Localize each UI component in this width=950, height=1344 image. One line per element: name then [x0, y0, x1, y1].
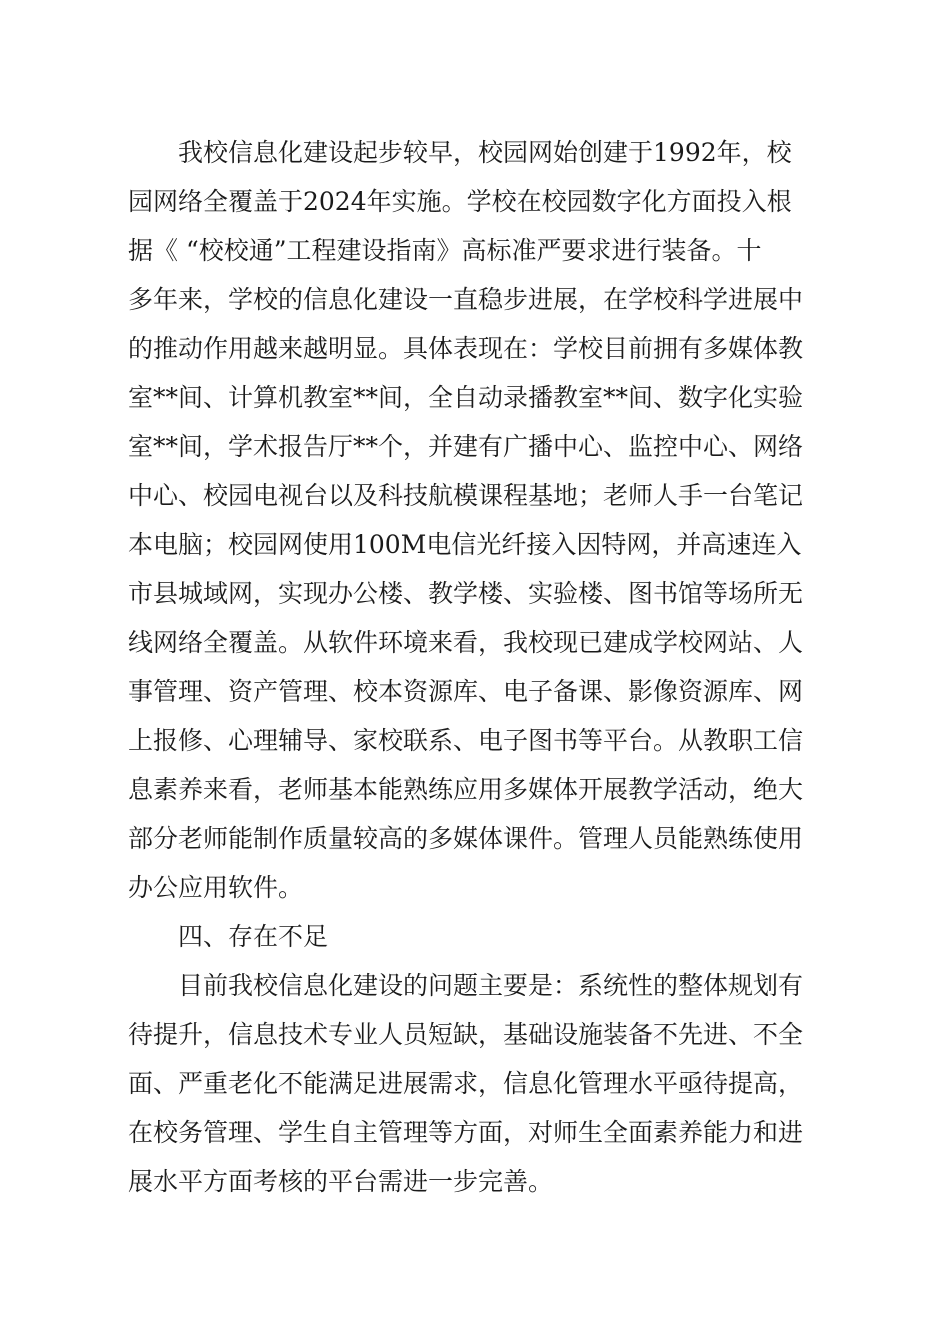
paragraph-line: 目前我校信息化建设的问题主要是：系统性的整体规划有	[178, 971, 804, 1000]
paragraph-line: 本电脑；校园网使用100M电信光纤接入因特网，并高速连入	[128, 530, 802, 559]
paragraph-line: 展水平方面考核的平台需进一步完善。	[128, 1167, 554, 1196]
paragraph-line: 息素养来看，老师基本能熟练应用多媒体开展教学活动，绝大	[128, 775, 804, 804]
section-heading: 四、存在不足	[178, 922, 329, 951]
paragraph-line: 待提升，信息技术专业人员短缺，基础设施装备不先进、不全	[128, 1020, 804, 1049]
paragraph-line: 我校信息化建设起步较早，校园网始创建于1992年，校	[178, 138, 792, 167]
paragraph-line: 市县城域网，实现办公楼、教学楼、实验楼、图书馆等场所无	[128, 579, 804, 608]
paragraph-line: 线网络全覆盖。从软件环境来看，我校现已建成学校网站、人	[128, 628, 804, 657]
paragraph-line: 事管理、资产管理、校本资源库、电子备课、影像资源库、网	[128, 677, 804, 706]
document-page	[128, 128, 818, 1206]
paragraph-line: 据《 “校校通”工程建设指南》高标准严要求进行装备。十	[128, 236, 762, 265]
paragraph-line: 室**间、计算机教室**间，全自动录播教室**间、数字化实验	[128, 383, 804, 412]
paragraph-line: 在校务管理、学生自主管理等方面，对师生全面素养能力和进	[128, 1118, 804, 1147]
paragraph-line: 部分老师能制作质量较高的多媒体课件。管理人员能熟练使用	[128, 824, 804, 853]
paragraph-line: 园网络全覆盖于2024年实施。学校在校园数字化方面投入根	[128, 187, 792, 216]
paragraph-line: 上报修、心理辅导、家校联系、电子图书等平台。从教职工信	[128, 726, 804, 755]
paragraph-line: 的推动作用越来越明显。具体表现在：学校目前拥有多媒体教	[128, 334, 804, 363]
paragraph-line: 面、严重老化不能满足进展需求，信息化管理水平亟待提高，	[128, 1069, 804, 1098]
paragraph-line: 多年来，学校的信息化建设一直稳步进展，在学校科学进展中	[128, 285, 804, 314]
paragraph-line: 室**间，学术报告厅**个，并建有广播中心、监控中心、网络	[128, 432, 804, 461]
paragraph-line: 办公应用软件。	[128, 873, 304, 902]
paragraph-line: 中心、校园电视台以及科技航模课程基地；老师人手一台笔记	[128, 481, 804, 510]
